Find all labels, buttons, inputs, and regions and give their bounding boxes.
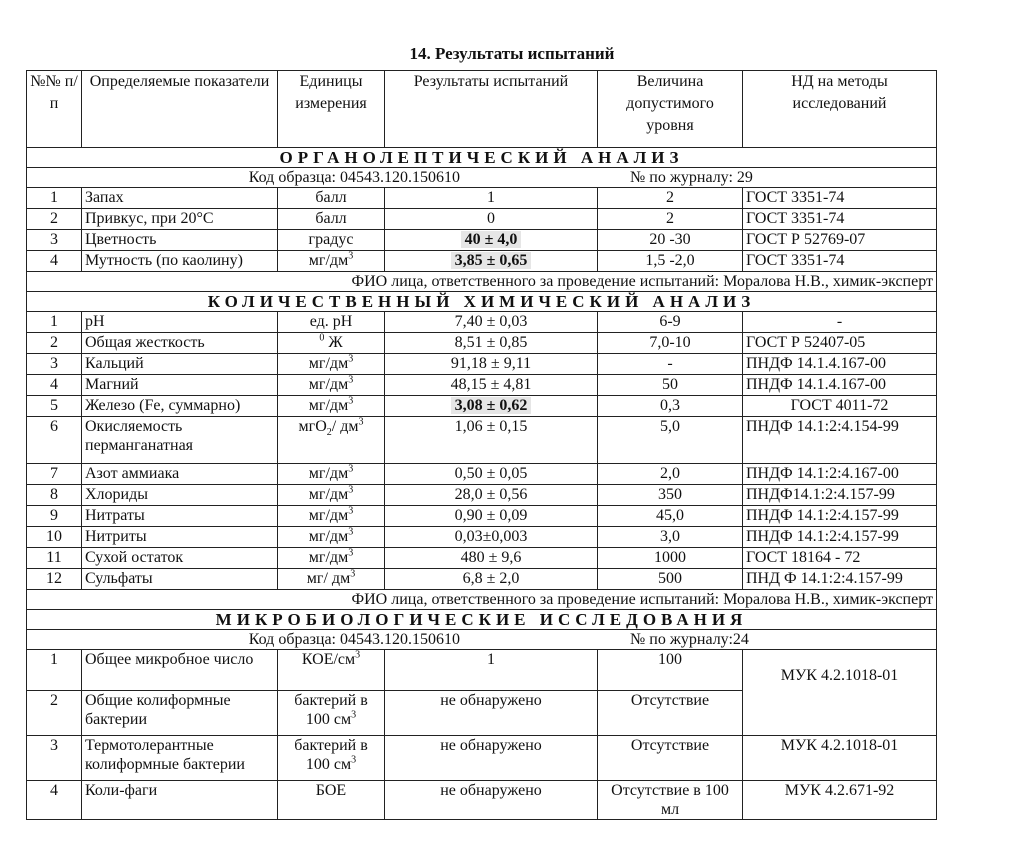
row-number: 4: [27, 781, 82, 820]
header-result: Результаты испытаний: [385, 71, 598, 148]
row-name: Железо (Fe, суммарно): [82, 396, 278, 417]
row-number: 3: [27, 354, 82, 375]
row-limit: 7,0-10: [598, 333, 743, 354]
row-unit: мг/дм: [308, 507, 349, 524]
row-unit: балл: [278, 188, 385, 209]
row-result: 8,51 ± 0,85: [385, 333, 598, 354]
row-unit: ед. рН: [278, 312, 385, 333]
row-method: ГОСТ 18164 - 72: [743, 548, 937, 569]
row-unit: мг/дм: [308, 528, 349, 545]
row-number: 3: [27, 736, 82, 781]
header-unit: Единицы измерения: [278, 71, 385, 148]
table-row: 6 Окисляемость перманганатная мгО$_2$/ $дм^3$ 1,06 ± 0,15 5,0 ПНДФ 14.1:2:4.154-99: [27, 417, 937, 464]
row-limit: 50: [598, 375, 743, 396]
table-row: 5 Железо (Fe, суммарно) $мг/дм^3$ 3,08 ± 0,62 0,3 ГОСТ 4011-72: [27, 396, 937, 417]
row-number: 6: [27, 417, 82, 464]
row-unit: мг/ дм: [306, 570, 351, 587]
row-name: Коли-фаги: [82, 781, 278, 820]
row-name: Нитриты: [82, 527, 278, 548]
row-unit: мг/дм: [308, 376, 349, 393]
row-method: ПНДФ 14.1.4.167-00: [743, 375, 937, 396]
row-result: 1: [385, 650, 598, 691]
row-name: Запах: [82, 188, 278, 209]
row-method: ГОСТ 3351-74: [743, 188, 937, 209]
row-method: ГОСТ 3351-74: [743, 251, 937, 272]
table-row: 2 Общая жесткость $^0$ Ж 8,51 ± 0,85 7,0-10 ГОСТ Р 52407-05: [27, 333, 937, 354]
row-limit: 2,0: [598, 464, 743, 485]
row-unit: мг/дм: [308, 252, 349, 269]
row-method: ГОСТ 3351-74: [743, 209, 937, 230]
row-number: 3: [27, 230, 82, 251]
row-number: 1: [27, 188, 82, 209]
row-method: ПНДФ 14.1.4.167-00: [743, 354, 937, 375]
row-limit: 2: [598, 209, 743, 230]
row-limit: -: [598, 354, 743, 375]
row-result: 48,15 ± 4,81: [385, 375, 598, 396]
row-method: МУК 4.2.1018-01: [743, 650, 937, 736]
row-result: не обнаружено: [385, 736, 598, 781]
row-number: 8: [27, 485, 82, 506]
row-name: Магний: [82, 375, 278, 396]
row-name: Кальций: [82, 354, 278, 375]
table-row: 3 Кальций $мг/дм^3$ 91,18 ± 9,11 - ПНДФ 14.1.4.167-00: [27, 354, 937, 375]
row-unit: мг/дм: [308, 465, 349, 482]
row-unit: КОЕ/см: [301, 651, 356, 668]
row-unit: мг/дм: [308, 397, 349, 414]
row-number: 2: [27, 333, 82, 354]
table-row: [27, 188, 937, 209]
table-row: 10 Нитриты $мг/дм^3$ 0,03±0,003 3,0 ПНДФ 14.1:2:4.157-99: [27, 527, 937, 548]
row-number: 4: [27, 251, 82, 272]
table-row: 3 Термотолерантные колиформные бактерии бактерий в 100 $см^3$ не обнаружено Отсутствие МУК 4.2.1018-01: [27, 736, 937, 781]
row-limit: 45,0: [598, 506, 743, 527]
responsible-person: ФИО лица, ответственного за проведение испытаний: Моралова Н.В., химик-эксперт: [27, 590, 937, 610]
row-limit: 500: [598, 569, 743, 590]
row-number: 5: [27, 396, 82, 417]
row-unit: балл: [278, 209, 385, 230]
row-result-highlighted: 40 ± 4,0: [461, 231, 522, 248]
table-row: 1 Общее микробное число КОЕ/$см^3$ 1 100 МУК 4.2.1018-01: [27, 650, 937, 691]
sample-code: Код образца: 04543.120.150610: [248, 169, 460, 186]
row-unit: мг/дм: [308, 355, 349, 372]
row-number: 12: [27, 569, 82, 590]
row-name: Общее микробное число: [82, 650, 278, 691]
row-number: 1: [27, 650, 82, 691]
sample-meta-row: [27, 168, 937, 188]
row-name: Общие колиформные бактерии: [82, 691, 278, 736]
row-limit: 6-9: [598, 312, 743, 333]
row-number: 7: [27, 464, 82, 485]
row-result: 0,50 ± 0,05: [385, 464, 598, 485]
row-number: 1: [27, 312, 82, 333]
table-row: [27, 209, 937, 230]
section-heading: ОРГАНОЛЕПТИЧЕСКИЙ АНАЛИЗ: [27, 148, 937, 168]
row-name: Общая жесткость: [82, 333, 278, 354]
row-unit: мг/дм: [308, 486, 349, 503]
row-result: 6,8 ± 2,0: [385, 569, 598, 590]
row-method: ПНД Ф 14.1:2:4.157-99: [743, 569, 937, 590]
row-limit: 2: [598, 188, 743, 209]
row-limit: 1000: [598, 548, 743, 569]
row-limit: 1,5 -2,0: [598, 251, 743, 272]
header-indicator: Определяемые показатели: [82, 71, 278, 148]
row-number: 2: [27, 209, 82, 230]
row-name: Привкус, при 20°С: [82, 209, 278, 230]
row-result: 0,90 ± 0,09: [385, 506, 598, 527]
table-row: 11 Сухой остаток $мг/дм^3$ 480 ± 9,6 1000 ГОСТ 18164 - 72: [27, 548, 937, 569]
table-row: 12 Сульфаты мг/ $дм^3$ 6,8 ± 2,0 500 ПНД Ф 14.1:2:4.157-99: [27, 569, 937, 590]
row-result-highlighted: 3,08 ± 0,62: [451, 397, 532, 414]
row-name: pH: [82, 312, 278, 333]
journal-number: № по журналу:24: [630, 631, 749, 648]
row-limit: 20 -30: [598, 230, 743, 251]
row-name: Мутность (по каолину): [82, 251, 278, 272]
row-unit: мгО: [298, 418, 327, 435]
results-table: [26, 70, 937, 820]
row-result: не обнаружено: [385, 781, 598, 820]
row-limit: 3,0: [598, 527, 743, 548]
row-name: Цветность: [82, 230, 278, 251]
row-unit: бактерий в 100 см: [294, 737, 368, 773]
row-unit: Ж: [328, 334, 343, 351]
row-number: 4: [27, 375, 82, 396]
table-row: 4 Магний $мг/дм^3$ 48,15 ± 4,81 50 ПНДФ 14.1.4.167-00: [27, 375, 937, 396]
row-limit: Отсутствие в 100 мл: [598, 781, 743, 820]
row-limit: 350: [598, 485, 743, 506]
section-heading: КОЛИЧЕСТВЕННЫЙ ХИМИЧЕСКИЙ АНАЛИЗ: [27, 292, 937, 312]
row-result: 0,03±0,003: [385, 527, 598, 548]
row-result: 480 ± 9,6: [385, 548, 598, 569]
row-name: Хлориды: [82, 485, 278, 506]
row-result: 0: [385, 209, 598, 230]
row-unit: бактерий в 100 см: [294, 692, 368, 728]
table-row: 8 Хлориды $мг/дм^3$ 28,0 ± 0,56 350 ПНДФ14.1:2:4.157-99: [27, 485, 937, 506]
row-method: -: [743, 312, 937, 333]
row-method: ПНДФ 14.1:2:4.154-99: [743, 417, 937, 464]
row-method: ПНДФ14.1:2:4.157-99: [743, 485, 937, 506]
row-method: ПНДФ 14.1:2:4.167-00: [743, 464, 937, 485]
row-limit: 5,0: [598, 417, 743, 464]
responsible-person-row: [27, 590, 937, 610]
responsible-person: ФИО лица, ответственного за проведение испытаний: Моралова Н.В., химик-эксперт: [27, 272, 937, 292]
row-name: Азот аммиака: [82, 464, 278, 485]
table-header-row: [27, 71, 937, 148]
row-number: 2: [27, 691, 82, 736]
row-number: 9: [27, 506, 82, 527]
table-row: 4 Мутность (по каолину) $мг/дм^3$ 3,85 ± 0,65 1,5 -2,0 ГОСТ 3351-74: [27, 251, 937, 272]
row-result: 7,40 ± 0,03: [385, 312, 598, 333]
section-chemical: [27, 292, 937, 312]
table-row: [27, 230, 937, 251]
header-method: НД на методы исследований: [743, 71, 937, 148]
row-method: МУК 4.2.1018-01: [743, 736, 937, 781]
row-unit: градус: [278, 230, 385, 251]
row-unit: БОЕ: [278, 781, 385, 820]
section-organoleptic: [27, 148, 937, 168]
row-result: 1: [385, 188, 598, 209]
row-limit: Отсутствие: [598, 736, 743, 781]
row-number: 10: [27, 527, 82, 548]
row-result: не обнаружено: [385, 691, 598, 736]
row-limit: Отсутствие: [598, 691, 743, 736]
row-unit-suffix: / дм: [331, 418, 359, 435]
header-number: №№ п/п: [27, 71, 82, 148]
row-result-highlighted: 3,85 ± 0,65: [451, 252, 532, 269]
table-row: 7 Азот аммиака $мг/дм^3$ 0,50 ± 0,05 2,0 ПНДФ 14.1:2:4.167-00: [27, 464, 937, 485]
sample-meta-row: [27, 630, 937, 650]
header-limit: Величина допустимого уровня: [598, 71, 743, 148]
row-name: Нитраты: [82, 506, 278, 527]
table-row: 2 Общие колиформные бактерии бактерий в 100 $см^3$ не обнаружено Отсутствие: [27, 691, 937, 736]
document-title: 14. Результаты испытаний: [409, 44, 615, 63]
section-heading: МИКРОБИОЛОГИЧЕСКИЕ ИССЛЕДОВАНИЯ: [27, 610, 937, 630]
row-name: Термотолерантные колиформные бактерии: [82, 736, 278, 781]
row-method: МУК 4.2.671-92: [743, 781, 937, 820]
table-row: [27, 312, 937, 333]
row-name: Сульфаты: [82, 569, 278, 590]
table-row: [27, 781, 937, 820]
sample-code: Код образца: 04543.120.150610: [248, 631, 460, 648]
row-name: Окисляемость перманганатная: [82, 417, 278, 464]
journal-number: № по журналу: 29: [630, 169, 753, 186]
responsible-person-row: [27, 272, 937, 292]
row-method: ПНДФ 14.1:2:4.157-99: [743, 506, 937, 527]
row-result: 91,18 ± 9,11: [385, 354, 598, 375]
row-name: Сухой остаток: [82, 548, 278, 569]
row-method: ГОСТ Р 52407-05: [743, 333, 937, 354]
section-microbiology: [27, 610, 937, 630]
table-row: 9 Нитраты $мг/дм^3$ 0,90 ± 0,09 45,0 ПНДФ 14.1:2:4.157-99: [27, 506, 937, 527]
row-method: ГОСТ Р 52769-07: [743, 230, 937, 251]
row-method: ПНДФ 14.1:2:4.157-99: [743, 527, 937, 548]
row-limit: 0,3: [598, 396, 743, 417]
row-number: 11: [27, 548, 82, 569]
row-method: ГОСТ 4011-72: [743, 396, 937, 417]
row-result: 1,06 ± 0,15: [385, 417, 598, 464]
row-limit: 100: [598, 650, 743, 691]
row-result: 28,0 ± 0,56: [385, 485, 598, 506]
row-unit: мг/дм: [308, 549, 349, 566]
